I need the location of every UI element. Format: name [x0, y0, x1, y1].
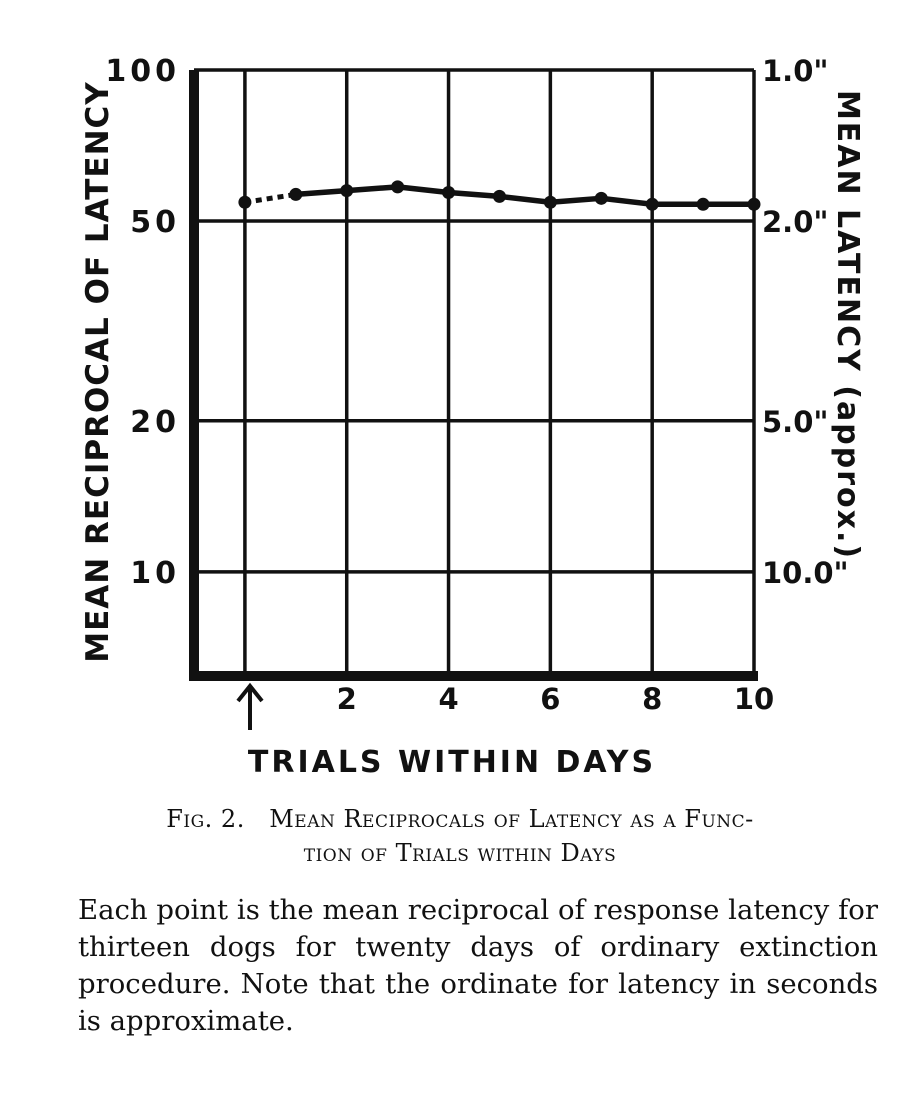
data-point: [697, 198, 710, 211]
grid-lines: [194, 70, 754, 676]
x-tick-label: 8: [642, 682, 663, 716]
y-tick-label-left: 50: [130, 205, 180, 241]
data-point: [595, 192, 608, 205]
data-point: [391, 180, 404, 193]
y-tick-label-right: 5.0": [762, 404, 829, 439]
data-point: [238, 196, 251, 209]
x-tick-label: 4: [438, 682, 459, 716]
series-line-dotted: [245, 194, 296, 202]
y-tick-label-right: 1.0": [762, 54, 829, 88]
left-tick-labels: [105, 54, 180, 591]
plot-frame: [189, 70, 758, 680]
x-axis-label: TRIALS WITHIN DAYS: [247, 745, 657, 780]
data-point: [442, 186, 455, 199]
series: [238, 180, 760, 210]
figure-caption-title: [60, 802, 860, 870]
data-point: [544, 196, 557, 209]
series-line: [296, 187, 754, 204]
data-point: [646, 198, 659, 211]
y-axis-left-label: MEAN RECIPROCAL OF LATENCY: [80, 81, 116, 663]
data-point: [748, 198, 761, 211]
x-tick-labels: [337, 682, 775, 716]
y-tick-label-left: 20: [130, 404, 180, 440]
figure-caption-body: Each point is the mean reciprocal of response latency for thirteen dogs for twenty days of ordinary extinction procedure. Note that the ordinate for latency in seconds is approximate.: [78, 894, 878, 1037]
figure-label: Fig. 2.: [166, 805, 245, 833]
data-point: [289, 188, 302, 201]
data-point: [493, 190, 506, 203]
y-tick-label-left: 100: [105, 54, 180, 89]
x-tick-label: 10: [733, 682, 775, 716]
x-tick-label: 6: [540, 682, 561, 716]
figure-title-line2: tion of Trials within Days: [303, 839, 617, 867]
y-axis-right-label: MEAN LATENCY (approx.): [830, 89, 865, 561]
y-tick-label-left: 10: [130, 555, 180, 591]
y-tick-label-right: 10.0": [762, 555, 849, 590]
y-tick-label-right: 2.0": [762, 205, 829, 240]
x-tick-label: 2: [336, 682, 357, 716]
figure-title-line1: Mean Reciprocals of Latency as a Func-: [269, 805, 754, 833]
data-point: [340, 184, 353, 197]
start-arrow: [238, 686, 262, 730]
